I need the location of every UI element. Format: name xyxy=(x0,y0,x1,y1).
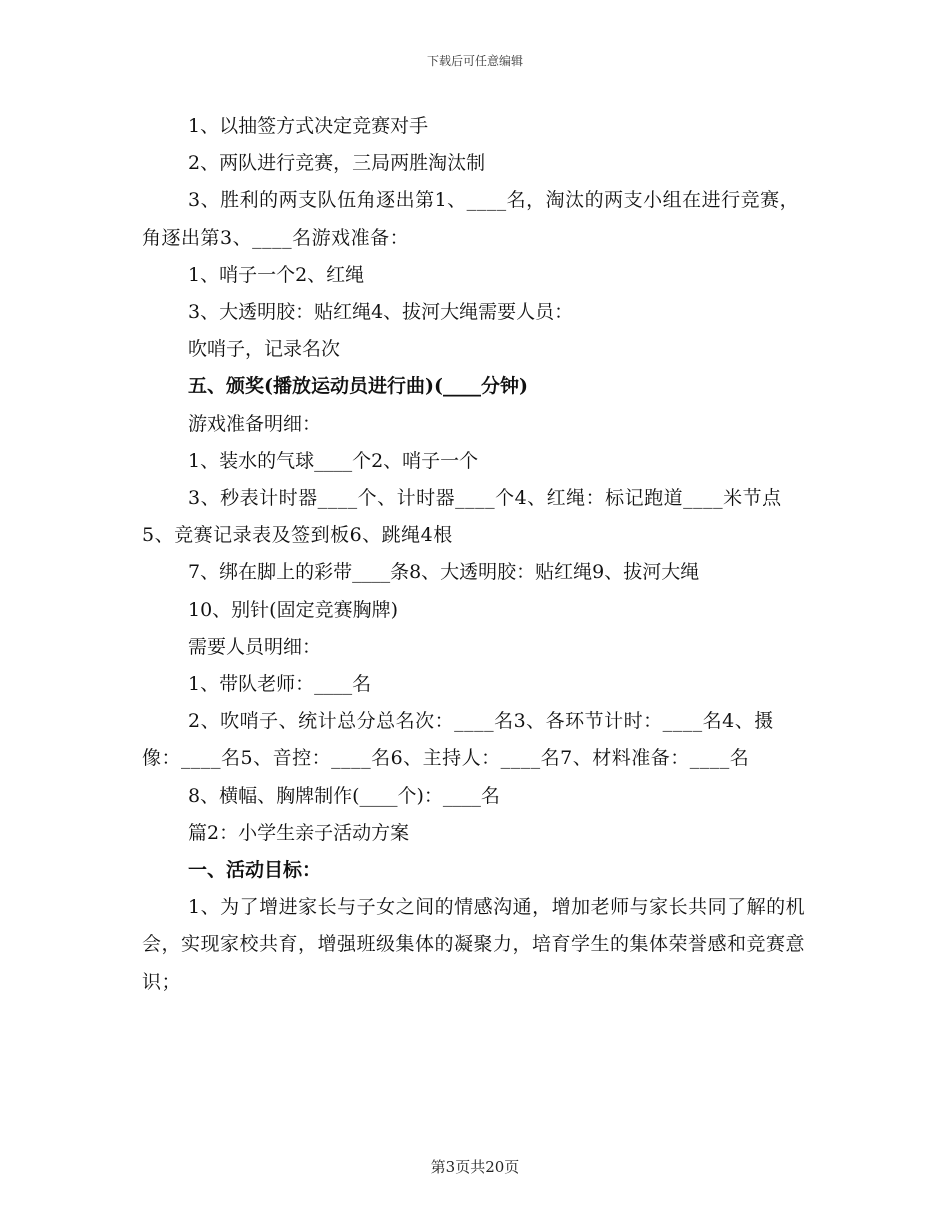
page-header: 下载后可任意编辑 xyxy=(426,54,523,68)
paragraph: 吹哨子，记录名次 xyxy=(188,338,341,361)
paragraph: 1、以抽签方式决定竞赛对手 xyxy=(188,115,429,137)
paragraph: 1、哨子一个2、红绳 xyxy=(188,263,365,286)
paragraph: 3、大透明胶：贴红绳4、拔河大绳需要人员： xyxy=(188,301,574,324)
document-body xyxy=(142,108,810,1001)
paragraph: 1、带队老师：____名 xyxy=(188,673,372,696)
paragraph: 7、绑在脚上的彩带____条8、大透明胶：贴红绳9、拔河大绳 xyxy=(188,561,700,584)
section-heading: 五、颁奖(播放运动员进行曲)(____分钟) xyxy=(188,375,528,398)
page-number: 第3页共20页 xyxy=(430,1158,520,1176)
paragraph: 1、装水的气球____个2、哨子一个 xyxy=(188,449,479,472)
paragraph: 10、别针(固定竞赛胸牌) xyxy=(188,598,399,621)
paragraph: 游戏准备明细： xyxy=(188,412,322,435)
paragraph: 3、胜利的两支队伍角逐出第1、____名，淘汰的两支小组在进行竞赛，角逐出第3、____名游戏准备： xyxy=(142,189,800,249)
section-heading: 一、活动目标： xyxy=(188,859,322,882)
article-title: 篇2：小学生亲子活动方案 xyxy=(188,821,410,844)
paragraph: 需要人员明细： xyxy=(188,635,322,658)
paragraph: 2、吹哨子、统计总分总名次：____名3、各环节计时：____名4、摄像：____名5、音控：____名6、主持人：____名7、材料准备：____名 xyxy=(142,710,774,770)
paragraph: 2、两队进行竞赛，三局两胜淘汰制 xyxy=(188,152,486,175)
paragraph: 8、横幅、胸牌制作(____个)：____名 xyxy=(188,784,500,807)
paragraph: 1、为了增进家长与子女之间的情感沟通，增加老师与家长共同了解的机会，实现家校共育，增强班级集体的凝聚力，培育学生的集体荣誉感和竞赛意识； xyxy=(142,896,806,993)
paragraph: 3、秒表计时器____个、计时器____个4、红绳：标记跑道____米节点5、竞赛记录表及签到板6、跳绳4根 xyxy=(142,487,782,547)
